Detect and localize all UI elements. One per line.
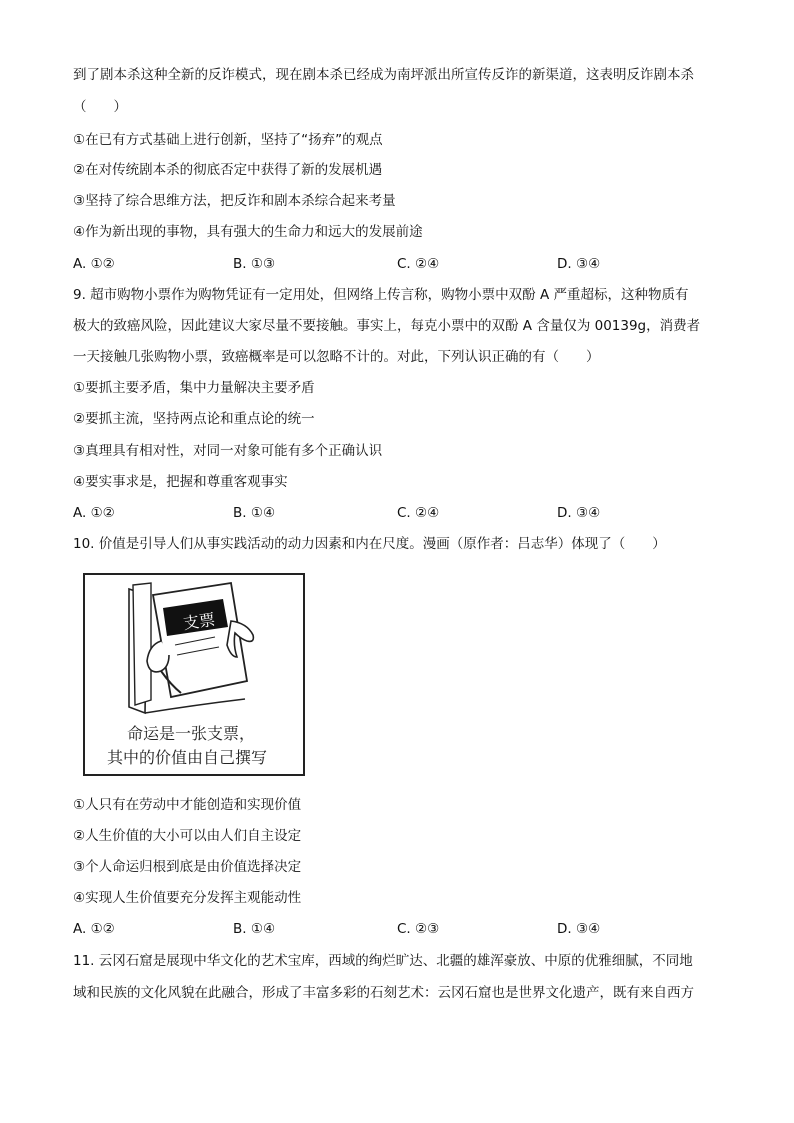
q10-item-4: ④实现人生价值要充分发挥主观能动性: [73, 890, 302, 906]
q9-stem-line-2: 极大的致癌风险，因此建议大家尽量不要接触。事实上，每克小票中的双酚 A 含量仅为 00139g，消费者: [73, 318, 701, 334]
q9-option-a: A. ①②: [73, 505, 115, 521]
q10-item-1: ①人只有在劳动中才能创造和实现价值: [73, 797, 302, 813]
q9-stem-line-3: 一天接触几张购物小票，致癌概率是可以忽略不计的。对此，下列认识正确的有（ ）: [73, 349, 600, 365]
q10-stem: 10. 价值是引导人们从事实践活动的动力因素和内在尺度。漫画（原作者：吕志华）体现了（ ）: [73, 536, 666, 552]
q9-stem-line-1: 9. 超市购物小票作为购物凭证有一定用处，但网络上传言称，购物小票中双酚 A 严重超标，这种物质有: [73, 287, 689, 303]
q11-stem-line-2: 域和民族的文化风貌在此融合，形成了丰富多彩的石刻艺术：云冈石窟也是世界文化遗产，既有来自西方: [73, 985, 694, 1001]
q10-item-3: ③个人命运归根到底是由价值选择决定: [73, 859, 302, 875]
q10-option-d: D. ③④: [557, 921, 601, 937]
q10-cartoon: [83, 573, 305, 776]
q8-option-a: A. ①②: [73, 256, 115, 272]
cartoon-caption-line-2: 其中的价值由自己撰写: [107, 748, 268, 767]
q10-item-2: ②人生价值的大小可以由人们自主设定: [73, 828, 302, 844]
q8-item-4: ④作为新出现的事物，具有强大的生命力和远大的发展前途: [73, 224, 423, 240]
q8-answer-blank: （ ）: [73, 99, 127, 115]
q8-item-3: ③坚持了综合思维方法，把反诈和剧本杀综合起来考量: [73, 193, 396, 209]
q9-option-c: C. ②④: [397, 505, 440, 521]
q11-stem-line-1: 11. 云冈石窟是展现中华文化的艺术宝库，西域的绚烂旷达、北疆的雄浑豪放、中原的优雅细腻，不同地: [73, 953, 693, 969]
q8-item-2: ②在对传统剧本杀的彻底否定中获得了新的发展机遇: [73, 162, 383, 178]
q10-option-b: B. ①④: [233, 921, 276, 937]
q8-option-d: D. ③④: [557, 256, 601, 272]
q9-item-3: ③真理具有相对性，对同一对象可能有多个正确认识: [73, 443, 383, 459]
q9-item-4: ④要实事求是，把握和尊重客观事实: [73, 474, 288, 490]
cartoon-caption-line-1: 命运是一张支票，: [127, 724, 256, 743]
cheque-label: 支票: [181, 609, 217, 634]
q9-item-1: ①要抓主要矛盾，集中力量解决主要矛盾: [73, 380, 315, 396]
q10-option-c: C. ②③: [397, 921, 440, 937]
q9-item-2: ②要抓主流，坚持两点论和重点论的统一: [73, 411, 315, 427]
q8-item-1: ①在已有方式基础上进行创新，坚持了“扬弃”的观点: [73, 132, 383, 148]
q8-option-b: B. ①③: [233, 256, 276, 272]
q9-option-b: B. ①④: [233, 505, 276, 521]
q9-option-d: D. ③④: [557, 505, 601, 521]
q8-option-c: C. ②④: [397, 256, 440, 272]
q8-stem-line-1: 到了剧本杀这种全新的反诈模式，现在剧本杀已经成为南坪派出所宣传反诈的新渠道，这表明反诈剧本杀: [73, 67, 694, 83]
q10-option-a: A. ①②: [73, 921, 115, 937]
